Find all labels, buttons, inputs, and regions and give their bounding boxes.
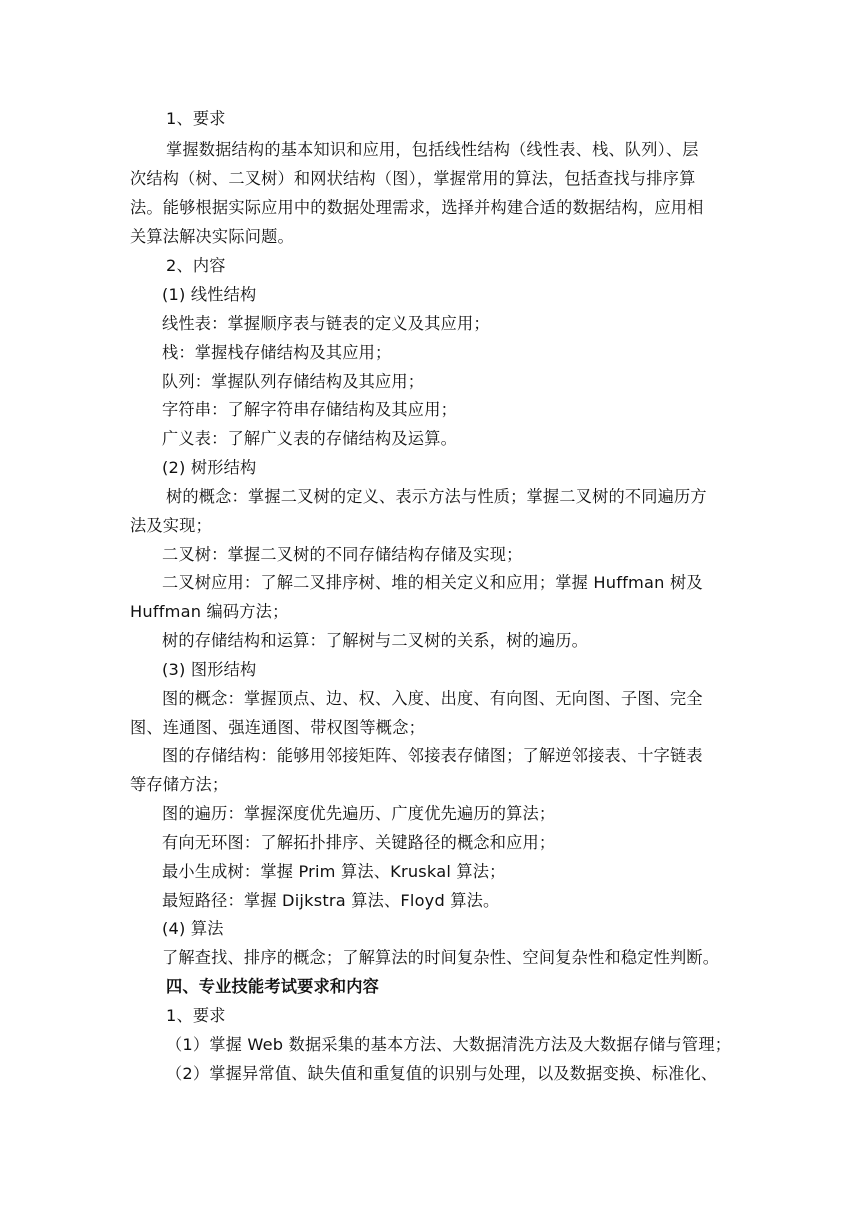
list-item: 图的概念：掌握顶点、边、权、入度、出度、有向图、无向图、子图、完全 — [162, 689, 703, 708]
list-item-continuation: 法及实现； — [130, 516, 212, 535]
list-item: 字符串：了解字符串存储结构及其应用； — [162, 400, 457, 419]
list-item: 广义表：了解广义表的存储结构及运算。 — [162, 429, 457, 448]
paragraph-line: 次结构（树、二叉树）和网状结构（图），掌握常用的算法，包括查找与排序算 — [130, 169, 696, 188]
list-item: 二叉树应用：了解二叉排序树、堆的相关定义和应用；掌握 Huffman 树及 — [162, 573, 703, 592]
list-item: 图的存储结构：能够用邻接矩阵、邻接表存储图；了解逆邻接表、十字链表 — [162, 746, 703, 765]
list-item: 树的概念：掌握二叉树的定义、表示方法与性质；掌握二叉树的不同遍历方 — [166, 487, 707, 506]
paragraph-line: 关算法解决实际问题。 — [130, 227, 294, 246]
subsection-heading: (2) 树形结构 — [162, 458, 257, 477]
list-item: 最短路径：掌握 Dijkstra 算法、Floyd 算法。 — [162, 891, 500, 910]
list-item: 图的遍历：掌握深度优先遍历、广度优先遍历的算法； — [162, 804, 556, 823]
list-item: （1）掌握 Web 数据采集的基本方法、大数据清洗方法及大数据存储与管理； — [166, 1035, 732, 1054]
section-heading-requirements: 1、要求 — [166, 1006, 226, 1025]
paragraph-line: 掌握数据结构的基本知识和应用，包括线性结构（线性表、栈、队列）、层 — [166, 140, 699, 159]
list-item-continuation: 图、连通图、强连通图、带权图等概念； — [130, 718, 425, 737]
list-item: 队列：掌握队列存储结构及其应用； — [162, 372, 425, 391]
list-item-continuation: 等存储方法； — [130, 775, 229, 794]
chapter-heading: 四、专业技能考试要求和内容 — [166, 977, 380, 996]
list-item: 有向无环图：了解拓扑排序、关键路径的概念和应用； — [162, 833, 556, 852]
section-heading-content: 2、内容 — [166, 256, 226, 275]
paragraph-line: 了解查找、排序的概念；了解算法的时间复杂性、空间复杂性和稳定性判断。 — [162, 948, 720, 967]
list-item: 线性表：掌握顺序表与链表的定义及其应用； — [162, 314, 490, 333]
subsection-heading: (4) 算法 — [162, 919, 224, 938]
list-item: 栈：掌握栈存储结构及其应用； — [162, 343, 392, 362]
list-item-continuation: Huffman 编码方法； — [130, 602, 289, 621]
subsection-heading: (1) 线性结构 — [162, 285, 257, 304]
list-item: （2）掌握异常值、缺失值和重复值的识别与处理，以及数据变换、标准化、 — [166, 1064, 718, 1083]
list-item: 最小生成树：掌握 Prim 算法、Kruskal 算法； — [162, 862, 506, 881]
section-heading-requirements: 1、要求 — [166, 109, 226, 128]
list-item: 树的存储结构和运算：了解树与二叉树的关系，树的遍历。 — [162, 631, 589, 650]
paragraph-line: 法。能够根据实际应用中的数据处理需求，选择并构建合适的数据结构，应用相 — [130, 198, 704, 217]
list-item: 二叉树：掌握二叉树的不同存储结构存储及实现； — [162, 545, 523, 564]
subsection-heading: (3) 图形结构 — [162, 660, 257, 679]
